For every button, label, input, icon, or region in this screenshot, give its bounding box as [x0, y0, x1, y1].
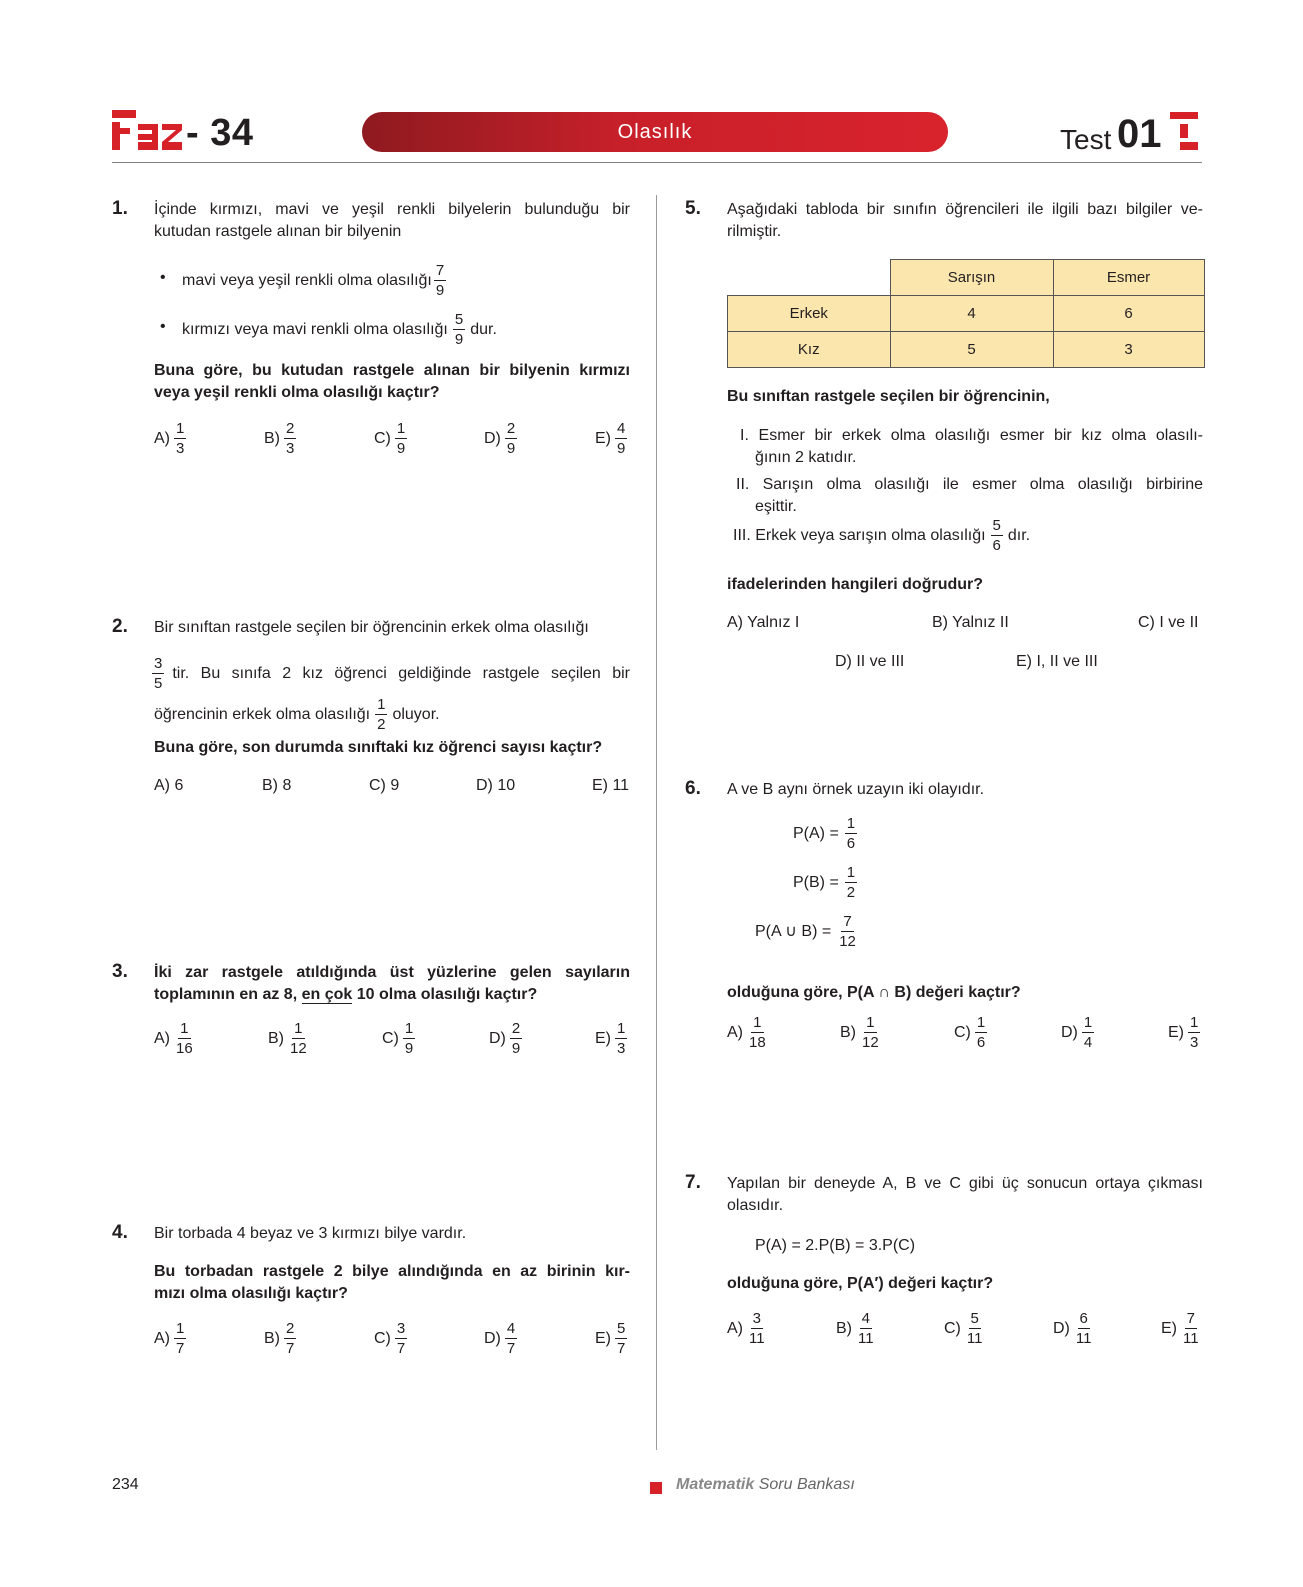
option-label: C)	[374, 1329, 391, 1347]
q5-option-b: B) Yalnız II	[932, 614, 1009, 631]
q1-ask-line1: Buna göre, bu kutudan rastgele alınan bir bilyenin kırmızı	[154, 362, 630, 379]
header-divider	[112, 162, 1202, 163]
numerator: 1	[1083, 1014, 1093, 1031]
numerator: 1	[976, 1014, 986, 1031]
denominator: 7	[617, 1340, 626, 1357]
q5-statement3	[733, 517, 1030, 554]
numerator: 1	[294, 1020, 303, 1037]
option-label: E)	[1161, 1319, 1177, 1337]
q1-option-e	[595, 420, 629, 457]
option-fraction	[395, 1320, 407, 1357]
numerator: 4	[617, 420, 626, 437]
q5-statement3-fraction	[991, 517, 1003, 554]
denominator: 2	[377, 716, 386, 733]
q4-option-a	[154, 1320, 188, 1357]
q6-option-a	[727, 1014, 770, 1051]
q2-line2-text: tir. Bu sınıfa 2 kız öğrenci geldiğinde rastgele seçilen bir	[172, 664, 630, 682]
numerator: 2	[286, 1320, 295, 1337]
table-corner	[728, 260, 891, 296]
q2-line3-suffix: oluyor.	[392, 705, 440, 723]
footer-square-icon	[650, 1482, 662, 1494]
denominator: 9	[506, 440, 516, 457]
option-fraction	[174, 1020, 195, 1057]
t-logo-icon	[1170, 112, 1198, 152]
q3-line2-b: 10 olma olasılığı kaçtır?	[356, 986, 538, 1003]
q2-line3-text: öğrencinin erkek olma olasılığı	[154, 705, 371, 723]
q1-stem-line1: İçinde kırmızı, mavi ve yeşil renkli bilyelerin bulunduğu bir	[154, 201, 630, 218]
q1-bullet1	[182, 262, 448, 299]
q1-option-b	[264, 420, 298, 457]
topic-banner: Olasılık	[362, 112, 948, 152]
option-fraction	[747, 1014, 768, 1051]
q1-bullet2-suffix: dur.	[470, 320, 497, 338]
denominator: 7	[176, 1340, 185, 1357]
denominator: 9	[617, 440, 626, 457]
option-label: E)	[595, 1329, 611, 1347]
numerator: 1	[846, 864, 856, 881]
table-header-esmer: Esmer	[1053, 260, 1204, 296]
q5-line2: rilmiştir.	[727, 223, 782, 240]
q2-option-a: A) 6	[154, 777, 184, 794]
brand-number: - 34	[186, 112, 254, 154]
numerator: 6	[1079, 1310, 1088, 1327]
option-label: D)	[489, 1029, 506, 1047]
q6-pb	[793, 864, 859, 901]
q3-line2-underlined: en çok	[301, 986, 353, 1003]
option-fraction	[505, 420, 517, 457]
q6-option-c	[954, 1014, 989, 1051]
option-label: C)	[944, 1319, 961, 1337]
numerator: 1	[396, 420, 406, 437]
option-fraction	[615, 1320, 627, 1357]
table-header-sarisin: Sarışın	[890, 260, 1053, 296]
option-label: E)	[1168, 1023, 1184, 1041]
numerator: 1	[176, 420, 185, 437]
denominator: 11	[1183, 1330, 1199, 1347]
denominator: 3	[176, 440, 185, 457]
denominator: 6	[992, 537, 1001, 554]
denominator: 2	[846, 884, 856, 901]
q5-lead: Bu sınıftan rastgele seçilen bir öğrencinin,	[727, 388, 1050, 405]
q7-line2: olasıdır.	[727, 1197, 784, 1214]
q5-statement1-line1: I. Esmer bir erkek olma olasılığı esmer bir kız olma olasılı-	[740, 427, 1203, 444]
q6-pa-label: P(A) =	[793, 824, 839, 842]
q5-table	[727, 259, 1205, 368]
numerator: 1	[1190, 1014, 1199, 1031]
q1-number: 1.	[112, 198, 128, 219]
denominator: 18	[749, 1034, 766, 1051]
option-fraction	[505, 1320, 517, 1357]
q3-option-c	[382, 1020, 417, 1057]
option-fraction	[1074, 1310, 1094, 1347]
test-label: Test	[1060, 124, 1112, 155]
q4-line1: Bir torbada 4 beyaz ve 3 kırmızı bilye vardır.	[154, 1225, 467, 1242]
option-label: A)	[154, 429, 170, 447]
q1-stem-line2: kutudan rastgele alınan bir bilyenin	[154, 223, 402, 240]
option-label: D)	[1053, 1319, 1070, 1337]
q5-option-e: E) I, II ve III	[1016, 653, 1098, 670]
numerator: 5	[970, 1310, 979, 1327]
denominator: 6	[976, 1034, 986, 1051]
numerator: 4	[506, 1320, 516, 1337]
option-fraction	[975, 1014, 987, 1051]
option-fraction	[615, 420, 627, 457]
option-fraction	[284, 420, 296, 457]
table-cell: 5	[890, 332, 1053, 368]
numerator: 5	[617, 1320, 626, 1337]
q3-option-a	[154, 1020, 197, 1057]
numerator: 2	[286, 420, 295, 437]
denominator: 7	[396, 1340, 406, 1357]
q2-line3	[154, 696, 440, 733]
footer-book-title	[676, 1476, 855, 1494]
option-fraction	[747, 1310, 767, 1347]
numerator: 2	[506, 420, 516, 437]
option-label: C)	[954, 1023, 971, 1041]
q5-line1: Aşağıdaki tabloda bir sınıfın öğrencileri ile ilgili bazı bilgiler ve-	[727, 201, 1203, 218]
q4-option-c	[374, 1320, 409, 1357]
numerator: 1	[753, 1014, 762, 1031]
numerator: 1	[866, 1014, 875, 1031]
q5-option-a: A) Yalnız I	[727, 614, 800, 631]
denominator: 9	[511, 1040, 521, 1057]
numerator: 1	[846, 815, 856, 832]
q1-bullet1-fraction	[434, 262, 446, 299]
q6-pu-fraction	[837, 913, 858, 950]
q6-option-e	[1168, 1014, 1202, 1051]
option-label: E)	[595, 1029, 611, 1047]
numerator: 1	[617, 1020, 626, 1037]
q7-option-c	[944, 1310, 986, 1347]
numerator: 7	[435, 262, 445, 279]
q5-option-c: C) I ve II	[1138, 614, 1199, 631]
table-row	[728, 260, 1205, 296]
numerator: 4	[861, 1310, 870, 1327]
option-fraction	[615, 1020, 627, 1057]
q6-pa	[793, 815, 859, 852]
numerator: 3	[154, 655, 163, 672]
denominator: 7	[286, 1340, 295, 1357]
q4-option-b	[264, 1320, 298, 1357]
q1-option-d	[484, 420, 519, 457]
denominator: 9	[435, 282, 445, 299]
denominator: 11	[858, 1330, 874, 1347]
q2-line1: Bir sınıftan rastgele seçilen bir öğrencinin erkek olma olasılığı	[154, 619, 589, 636]
q6-pb-fraction	[845, 864, 857, 901]
q7-number: 7.	[685, 1172, 701, 1193]
q2-fraction1	[152, 655, 164, 692]
option-label: C)	[382, 1029, 399, 1047]
option-label: D)	[1061, 1023, 1078, 1041]
q6-ask: olduğuna göre, P(A ∩ B) değeri kaçtır?	[727, 984, 1021, 1001]
q4-option-e	[595, 1320, 629, 1357]
option-fraction	[284, 1320, 296, 1357]
q5-statement3-suffix: dır.	[1007, 526, 1031, 544]
option-fraction	[1082, 1014, 1094, 1051]
q4-number: 4.	[112, 1222, 128, 1243]
denominator: 5	[154, 675, 163, 692]
q7-option-d	[1053, 1310, 1095, 1347]
option-fraction	[174, 420, 186, 457]
option-label: A)	[154, 1329, 170, 1347]
q2-option-e: E) 11	[592, 777, 630, 794]
option-label: A)	[727, 1023, 743, 1041]
q3-option-e	[595, 1020, 629, 1057]
q1-ask-line2: veya yeşil renkli olma olasılığı kaçtır?	[154, 384, 440, 401]
q6-option-b	[840, 1014, 883, 1051]
q5-ask: ifadelerinden hangileri doğrudur?	[727, 576, 984, 593]
q5-option-d: D) II ve III	[835, 653, 905, 670]
denominator: 12	[290, 1040, 307, 1057]
q6-number: 6.	[685, 778, 701, 799]
q7-line1: Yapılan bir deneyde A, B ve C gibi üç sonucun ortaya çıkması	[727, 1175, 1203, 1192]
q2-line2	[150, 655, 630, 692]
option-label: C)	[374, 429, 391, 447]
q6-option-d	[1061, 1014, 1096, 1051]
q6-pa-fraction	[845, 815, 857, 852]
q5-statement2-line1: II. Sarışın olma olasılığı ile esmer olma olasılığı birbirine	[736, 476, 1203, 493]
q6-pb-label: P(B) =	[793, 873, 839, 891]
denominator: 7	[506, 1340, 516, 1357]
bullet-icon: •	[160, 318, 166, 335]
denominator: 9	[404, 1040, 414, 1057]
table-row	[728, 332, 1205, 368]
q6-pu	[755, 913, 860, 950]
denominator: 6	[846, 835, 856, 852]
footer-book-rest: Soru Bankası	[758, 1476, 855, 1493]
table-row-label: Erkek	[728, 296, 891, 332]
option-label: B)	[264, 429, 280, 447]
q5-statement1-line2: ğının 2 katıdır.	[755, 449, 857, 466]
table-row-label: Kız	[728, 332, 891, 368]
numerator: 2	[511, 1020, 521, 1037]
option-fraction	[1181, 1310, 1201, 1347]
numerator: 1	[176, 1320, 185, 1337]
numerator: 1	[404, 1020, 414, 1037]
q3-line2	[154, 984, 537, 1006]
option-label: B)	[836, 1319, 852, 1337]
q7-ask: olduğuna göre, P(A′) değeri kaçtır?	[727, 1275, 994, 1292]
numerator: 1	[180, 1020, 189, 1037]
denominator: 3	[286, 440, 295, 457]
option-fraction	[856, 1310, 876, 1347]
q1-bullet2	[182, 311, 497, 348]
denominator: 12	[862, 1034, 879, 1051]
test-number: 01	[1117, 112, 1162, 156]
option-label: A)	[154, 1029, 170, 1047]
q1-bullet2-fraction	[453, 311, 465, 348]
q2-fraction2	[375, 696, 387, 733]
numerator: 7	[843, 913, 852, 930]
option-label: A)	[727, 1319, 743, 1337]
q4-ask-line2: mızı olma olasılığı kaçtır?	[154, 1285, 348, 1302]
numerator: 5	[454, 311, 464, 328]
q2-option-c: C) 9	[369, 777, 400, 794]
column-divider	[656, 195, 657, 1450]
option-fraction	[403, 1020, 415, 1057]
denominator: 9	[454, 331, 464, 348]
denominator: 3	[1190, 1034, 1199, 1051]
option-label: E)	[595, 429, 611, 447]
option-fraction	[860, 1014, 881, 1051]
q7-option-e	[1161, 1310, 1203, 1347]
numerator: 3	[752, 1310, 761, 1327]
denominator: 11	[966, 1330, 983, 1347]
option-fraction	[965, 1310, 985, 1347]
denominator: 11	[749, 1330, 765, 1347]
option-label: B)	[840, 1023, 856, 1041]
q2-option-d: D) 10	[476, 777, 516, 794]
denominator: 11	[1075, 1330, 1092, 1347]
option-label: B)	[268, 1029, 284, 1047]
q2-ask: Buna göre, son durumda sınıftaki kız öğrenci sayısı kaçtır?	[154, 739, 603, 756]
option-label: D)	[484, 429, 501, 447]
footer-book-bold: Matematik	[676, 1476, 755, 1493]
q3-number: 3.	[112, 961, 128, 982]
q4-ask-line1: Bu torbadan rastgele 2 bilye alındığında en az birinin kır-	[154, 1263, 630, 1280]
q6-line1: A ve B aynı örnek uzayın iki olayıdır.	[727, 781, 985, 798]
q1-bullet1-text: mavi veya yeşil renkli olma olasılığı	[182, 271, 432, 289]
numerator: 5	[992, 517, 1001, 534]
q4-option-d	[484, 1320, 519, 1357]
q3-option-b	[268, 1020, 311, 1057]
q7-option-b	[836, 1310, 878, 1347]
faz-logo	[112, 110, 182, 150]
q2-number: 2.	[112, 616, 128, 637]
q6-pu-label: P(A ∪ B) =	[755, 922, 832, 940]
denominator: 12	[839, 933, 856, 950]
q3-line2-a: toplamının en az 8,	[154, 986, 298, 1003]
q1-option-a	[154, 420, 188, 457]
numerator: 3	[396, 1320, 406, 1337]
option-fraction	[288, 1020, 309, 1057]
table-cell: 6	[1053, 296, 1204, 332]
q5-number: 5.	[685, 198, 701, 219]
table-cell: 3	[1053, 332, 1204, 368]
page-number: 234	[112, 1476, 139, 1493]
option-fraction	[510, 1020, 522, 1057]
numerator: 7	[1186, 1310, 1195, 1327]
q5-statement3-text: III. Erkek veya sarışın olma olasılığı	[733, 526, 986, 544]
q7-option-a	[727, 1310, 769, 1347]
q3-line1: İki zar rastgele atıldığında üst yüzlerine gelen sayıların	[154, 964, 630, 981]
q5-statement2-line2: eşittir.	[755, 498, 797, 515]
bullet-icon: •	[160, 269, 166, 286]
denominator: 3	[617, 1040, 626, 1057]
q7-equation: P(A) = 2.P(B) = 3.P(C)	[755, 1237, 916, 1254]
option-fraction	[174, 1320, 186, 1357]
option-label: D)	[484, 1329, 501, 1347]
table-row	[728, 296, 1205, 332]
denominator: 16	[176, 1040, 193, 1057]
q1-bullet2-text: kırmızı veya mavi renkli olma olasılığı	[182, 320, 448, 338]
denominator: 9	[396, 440, 406, 457]
numerator: 1	[377, 696, 386, 713]
q1-option-c	[374, 420, 409, 457]
option-fraction	[395, 420, 407, 457]
q3-option-d	[489, 1020, 524, 1057]
option-fraction	[1188, 1014, 1200, 1051]
table-cell: 4	[890, 296, 1053, 332]
q2-option-b: B) 8	[262, 777, 292, 794]
denominator: 4	[1083, 1034, 1093, 1051]
option-label: B)	[264, 1329, 280, 1347]
